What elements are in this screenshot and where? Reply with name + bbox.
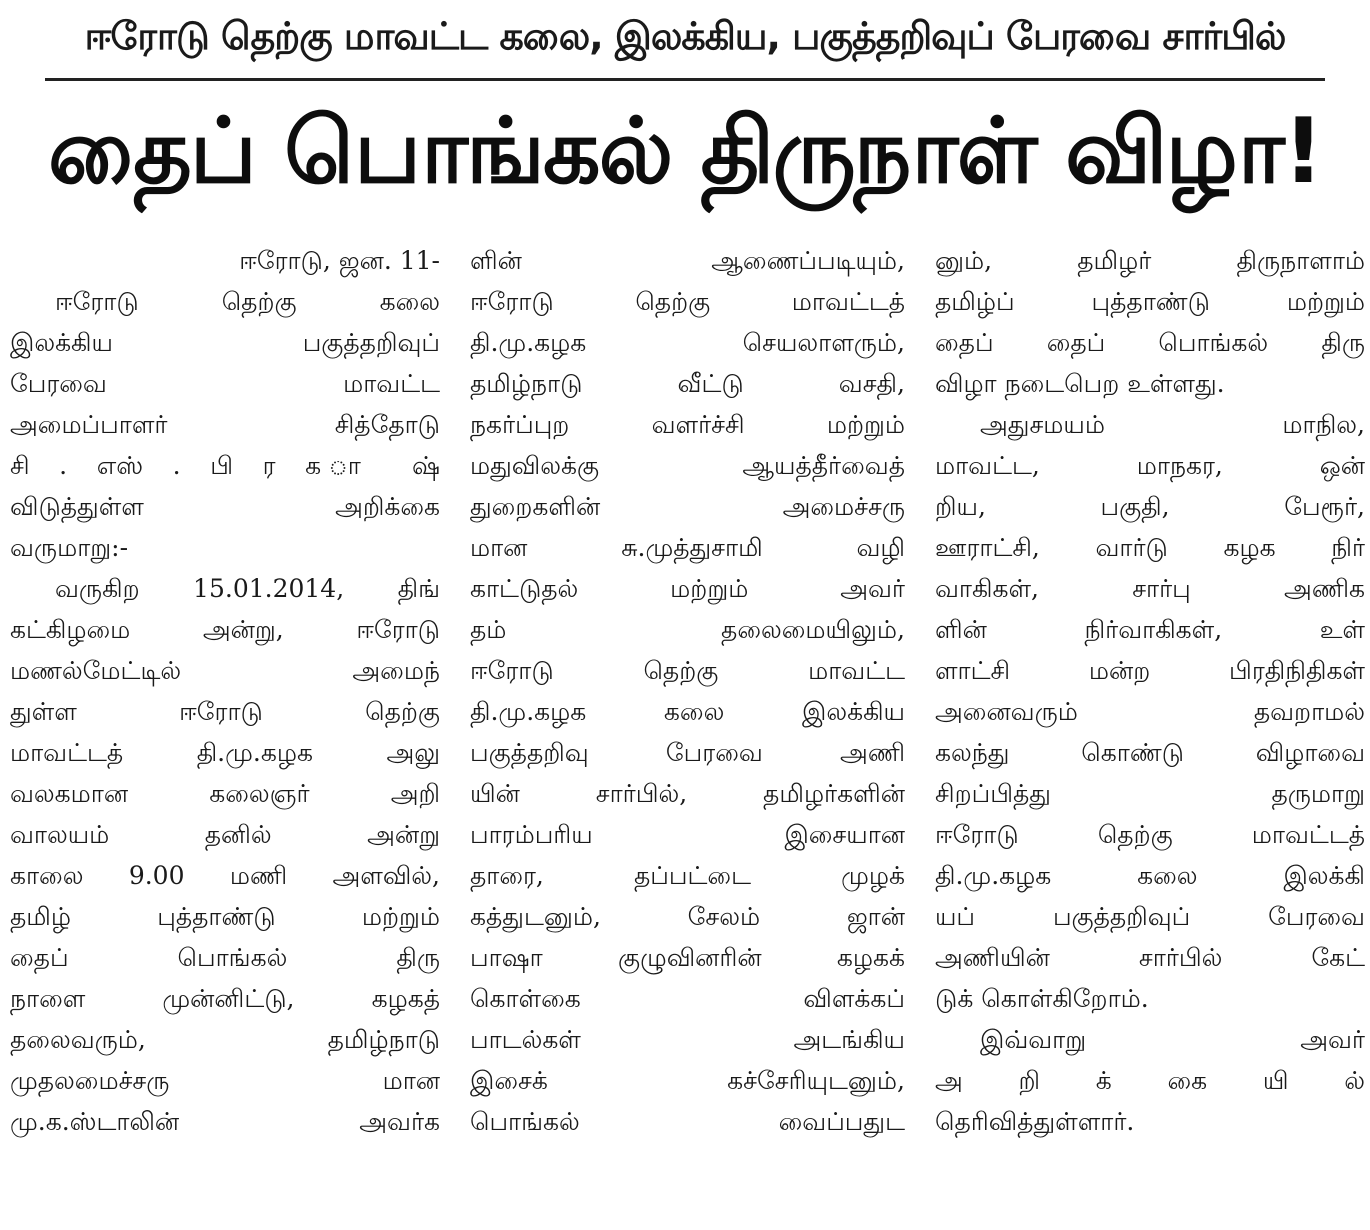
text-line: ஈரோடு தெற்கு மாவட்டத் [470,287,905,316]
text-line: கட்கிழமை அன்று, ஈரோடு [10,615,440,644]
text-line: வலகமான கலைஞர் அறி [10,779,440,808]
text-line: தி.மு.கழக கலை இலக்கிய [470,697,905,726]
text-line: தி.மு.கழக கலை இலக்கி [935,861,1365,890]
headline: தைப் பொங்கல் திருநாள் விழா! [48,98,1322,204]
text-line: அணியின் சார்பில் கேட் [935,943,1365,972]
text-line: டுக் கொள்கிறோம். [935,984,1149,1013]
text-line: தமிழ்ப் புத்தாண்டு மற்றும் [935,287,1365,316]
text-line: னும், தமிழர் திருநாளாம் [935,246,1365,275]
text-line: நாளை முன்னிட்டு, கழகத் [10,984,440,1013]
text-line: இலக்கிய பகுத்தறிவுப் [10,328,440,357]
text-line: பேரவை மாவட்ட [10,369,440,398]
text-line: மான சு.முத்துசாமி வழி [470,533,905,562]
text-line: கத்துடனும், சேலம் ஜான் [470,902,905,931]
text-line: யின் சார்பில், தமிழர்களின் [470,779,905,808]
text-line: றிய, பகுதி, பேரூர், [935,492,1365,521]
text-line: விடுத்துள்ள அறிக்கை [10,492,440,521]
text-line: முதலமைச்சரு மான [10,1066,440,1095]
text-line: தைப் பொங்கல் திரு [10,943,440,972]
text-line: காட்டுதல் மற்றும் அவர் [470,574,905,603]
text-line: ளின் நிர்வாகிகள், உள் [935,615,1365,644]
text-line: தெரிவித்துள்ளார். [935,1107,1135,1136]
article-body [0,240,1370,1225]
text-line: துறைகளின் அமைச்சரு [470,492,905,521]
text-line: யப் பகுத்தறிவுப் பேரவை [935,902,1365,931]
text-line: ஈரோடு தெற்கு மாவட்ட [470,656,905,685]
kicker-rule [45,78,1325,81]
text-line: நகர்ப்புற வளர்ச்சி மற்றும் [470,410,905,439]
text-line: இவ்வாறு அவர் [980,1025,1365,1054]
text-line: தமிழ் புத்தாண்டு மற்றும் [10,902,440,931]
text-line: கொள்கை விளக்கப் [470,984,905,1013]
text-line: வருமாறு:- [10,533,129,562]
text-line: தலைவரும், தமிழ்நாடு [10,1025,440,1054]
column-1 [10,240,440,1225]
text-line: தமிழ்நாடு வீட்டு வசதி, [470,369,905,398]
kicker-line: ஈரோடு தெற்கு மாவட்ட கலை, இலக்கிய, பகுத்தறிவுப் பேரவை சார்பில் [84,14,1286,58]
text-line: அனைவரும் தவறாமல் [935,697,1365,726]
text-line: மாவட்ட, மாநகர, ஒன் [935,451,1365,480]
text-line: மு.க.ஸ்டாலின் அவர்க [10,1107,440,1136]
text-line: மாவட்டத் தி.மு.கழக அலு [10,738,440,767]
text-line: தம் தலைமையிலும், [470,615,905,644]
text-line: அ றி க் கை யி ல் [935,1066,1365,1095]
text-line: விழா நடைபெற உள்ளது. [935,369,1225,398]
text-line: தி.மு.கழக செயலாளரும், [470,328,905,357]
text-line: காலை 9.00 மணி அளவில், [10,861,440,890]
text-line: சிறப்பித்து தருமாறு [935,779,1365,808]
text-line: வாலயம் தனில் அன்று [10,820,440,849]
text-line: அமைப்பாளர் சித்தோடு [10,410,440,439]
column-3 [935,240,1365,1225]
column-2 [470,240,905,1225]
text-line: அதுசமயம் மாநில, [980,410,1365,439]
text-line: ஈரோடு தெற்கு மாவட்டத் [935,820,1365,849]
text-line: தாரை, தப்பட்டை முழக் [470,861,905,890]
text-line: ஈரோடு தெற்கு கலை [55,287,440,316]
text-line: இசைக் கச்சேரியுடனும், [470,1066,905,1095]
text-line: மணல்மேட்டில் அமைந் [10,656,440,685]
text-line: துள்ள ஈரோடு தெற்கு [10,697,440,726]
text-line: ளாட்சி மன்ற பிரதிநிதிகள் [935,656,1365,685]
text-line: பாரம்பரிய இசையான [470,820,905,849]
text-line: தைப் தைப் பொங்கல் திரு [935,328,1365,357]
text-line: வருகிற 15.01.2014, திங் [55,574,440,603]
text-line: ளின் ஆணைப்படியும், [470,246,905,275]
text-line: பொங்கல் வைப்பதுட [470,1107,905,1136]
text-line: பகுத்தறிவு பேரவை அணி [470,738,905,767]
text-line: ஈரோடு, ஜன. 11- [239,246,440,275]
text-line: சி . எஸ் . பி ர க ா ஷ் [10,451,440,480]
text-line: பாடல்கள் அடங்கிய [470,1025,905,1054]
text-line: பாஷா குழுவினரின் கழகக் [470,943,905,972]
text-line: கலந்து கொண்டு விழாவை [935,738,1365,767]
text-line: ஊராட்சி, வார்டு கழக நிர் [935,533,1365,562]
text-line: மதுவிலக்கு ஆயத்தீர்வைத் [470,451,905,480]
text-line: வாகிகள், சார்பு அணிக [935,574,1365,603]
